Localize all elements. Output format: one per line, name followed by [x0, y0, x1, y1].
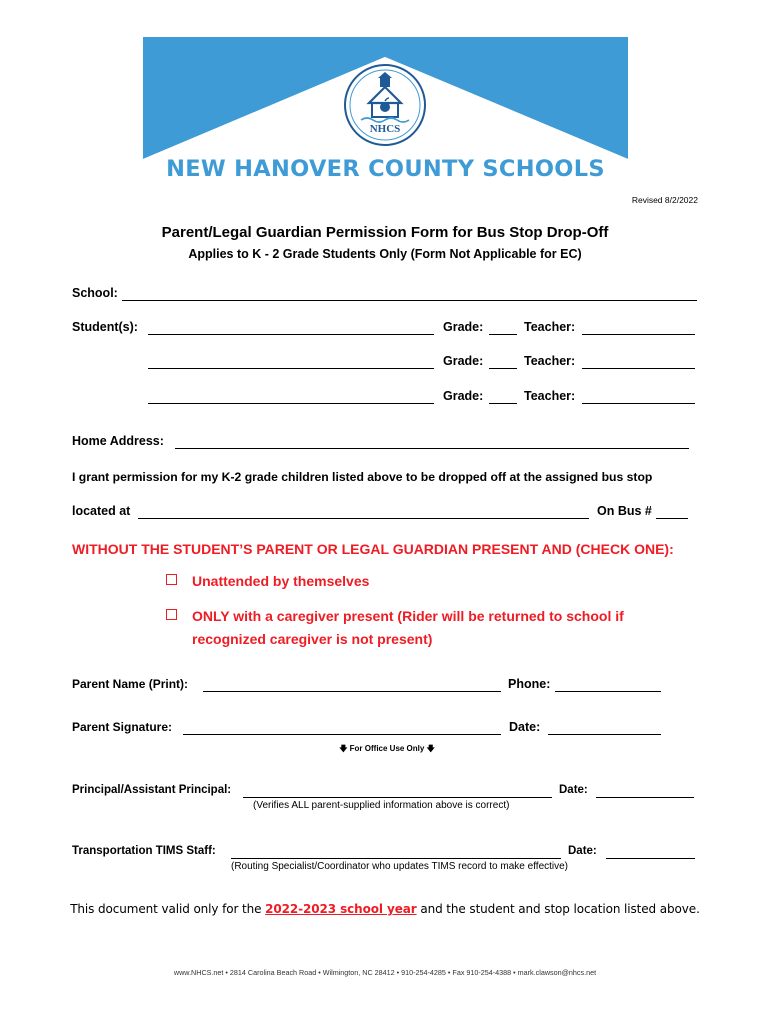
- grade-field-1[interactable]: [489, 334, 517, 335]
- phone-field[interactable]: [555, 691, 661, 692]
- tims-signature-field[interactable]: [231, 858, 561, 859]
- form-title: Parent/Legal Guardian Permission Form for Bus Stop Drop-Off: [161, 224, 609, 241]
- grade-label-1: Grade:: [443, 320, 484, 334]
- school-label: School:: [72, 286, 118, 300]
- principal-note: (Verifies ALL parent-supplied information above is correct): [253, 800, 510, 811]
- down-arrow-icon: 🡇: [339, 744, 348, 753]
- form-subtitle: Applies to K - 2 Grade Students Only (Form Not Applicable for EC): [188, 247, 582, 261]
- teacher-field-2[interactable]: [582, 368, 695, 369]
- student-name-field-1[interactable]: [148, 334, 434, 335]
- teacher-field-1[interactable]: [582, 334, 695, 335]
- teacher-field-3[interactable]: [582, 403, 695, 404]
- student-name-field-3[interactable]: [148, 403, 434, 404]
- bus-stop-location-field[interactable]: [138, 518, 589, 519]
- principal-date-field[interactable]: [596, 797, 694, 798]
- option-caregiver-label: ONLY with a caregiver present (Rider will be returned to school if: [192, 608, 624, 624]
- validity-statement: [0, 902, 770, 916]
- district-name: NEW HANOVER COUNTY SCHOOLS: [166, 156, 605, 182]
- permission-text: I grant permission for my K-2 grade children listed above to be dropped off at the assigned bus stop: [72, 470, 653, 484]
- footer-contact: www.NHCS.net • 2814 Carolina Beach Road • Wilmington, NC 28412 • 910-254-4285 • Fax 910-254-4388 • mark.clawson@nhcs.net: [173, 968, 597, 977]
- grade-field-2[interactable]: [489, 368, 517, 369]
- validity-text-after: and the student and stop location listed above.: [420, 902, 700, 916]
- teacher-label-2: Teacher:: [524, 354, 576, 368]
- grade-label-2: Grade:: [443, 354, 484, 368]
- tims-note: (Routing Specialist/Coordinator who updates TIMS record to make effective): [231, 861, 569, 872]
- office-use-divider: [317, 743, 457, 757]
- option-unattended-label: Unattended by themselves: [192, 573, 370, 589]
- option-caregiver-label-cont: recognized caregiver is not present): [192, 631, 433, 647]
- unattended-checkbox[interactable]: [166, 574, 177, 585]
- located-at-label: located at: [72, 504, 131, 518]
- parent-name-field[interactable]: [203, 691, 501, 692]
- principal-signature-field[interactable]: [243, 797, 552, 798]
- parent-date-label: Date:: [509, 720, 541, 734]
- phone-label: Phone:: [508, 677, 551, 691]
- student-name-field-2[interactable]: [148, 368, 434, 369]
- teacher-label-3: Teacher:: [524, 389, 576, 403]
- notice-heading: WITHOUT THE STUDENT’S PARENT OR LEGAL GUARDIAN PRESENT AND (CHECK ONE):: [72, 541, 674, 557]
- tims-date-label: Date:: [568, 845, 597, 857]
- principal-date-label: Date:: [559, 784, 588, 796]
- home-address-label: Home Address:: [72, 434, 164, 448]
- tims-label: Transportation TIMS Staff:: [72, 845, 216, 857]
- grade-field-3[interactable]: [489, 403, 517, 404]
- district-logo: [343, 63, 427, 147]
- students-label: Student(s):: [72, 320, 138, 334]
- school-year-highlight: 2022-2023 school year: [265, 902, 417, 916]
- parent-signature-field[interactable]: [183, 734, 501, 735]
- home-address-field[interactable]: [175, 448, 689, 449]
- tims-date-field[interactable]: [606, 858, 695, 859]
- caregiver-checkbox[interactable]: [166, 609, 177, 620]
- parent-name-label: Parent Name (Print):: [72, 677, 189, 691]
- down-arrow-icon: 🡇: [426, 744, 435, 753]
- grade-label-3: Grade:: [443, 389, 484, 403]
- bus-number-field[interactable]: [656, 518, 688, 519]
- validity-text-before: This document valid only for the: [70, 902, 262, 916]
- parent-date-field[interactable]: [548, 734, 661, 735]
- principal-label: Principal/Assistant Principal:: [72, 784, 232, 796]
- parent-signature-label: Parent Signature:: [72, 720, 173, 734]
- revised-date: Revised 8/2/2022: [631, 195, 698, 205]
- logo-text: NHCS: [369, 123, 401, 135]
- office-use-label: For Office Use Only: [349, 744, 425, 753]
- school-field[interactable]: [122, 300, 697, 301]
- on-bus-label: On Bus #: [597, 504, 652, 518]
- teacher-label-1: Teacher:: [524, 320, 576, 334]
